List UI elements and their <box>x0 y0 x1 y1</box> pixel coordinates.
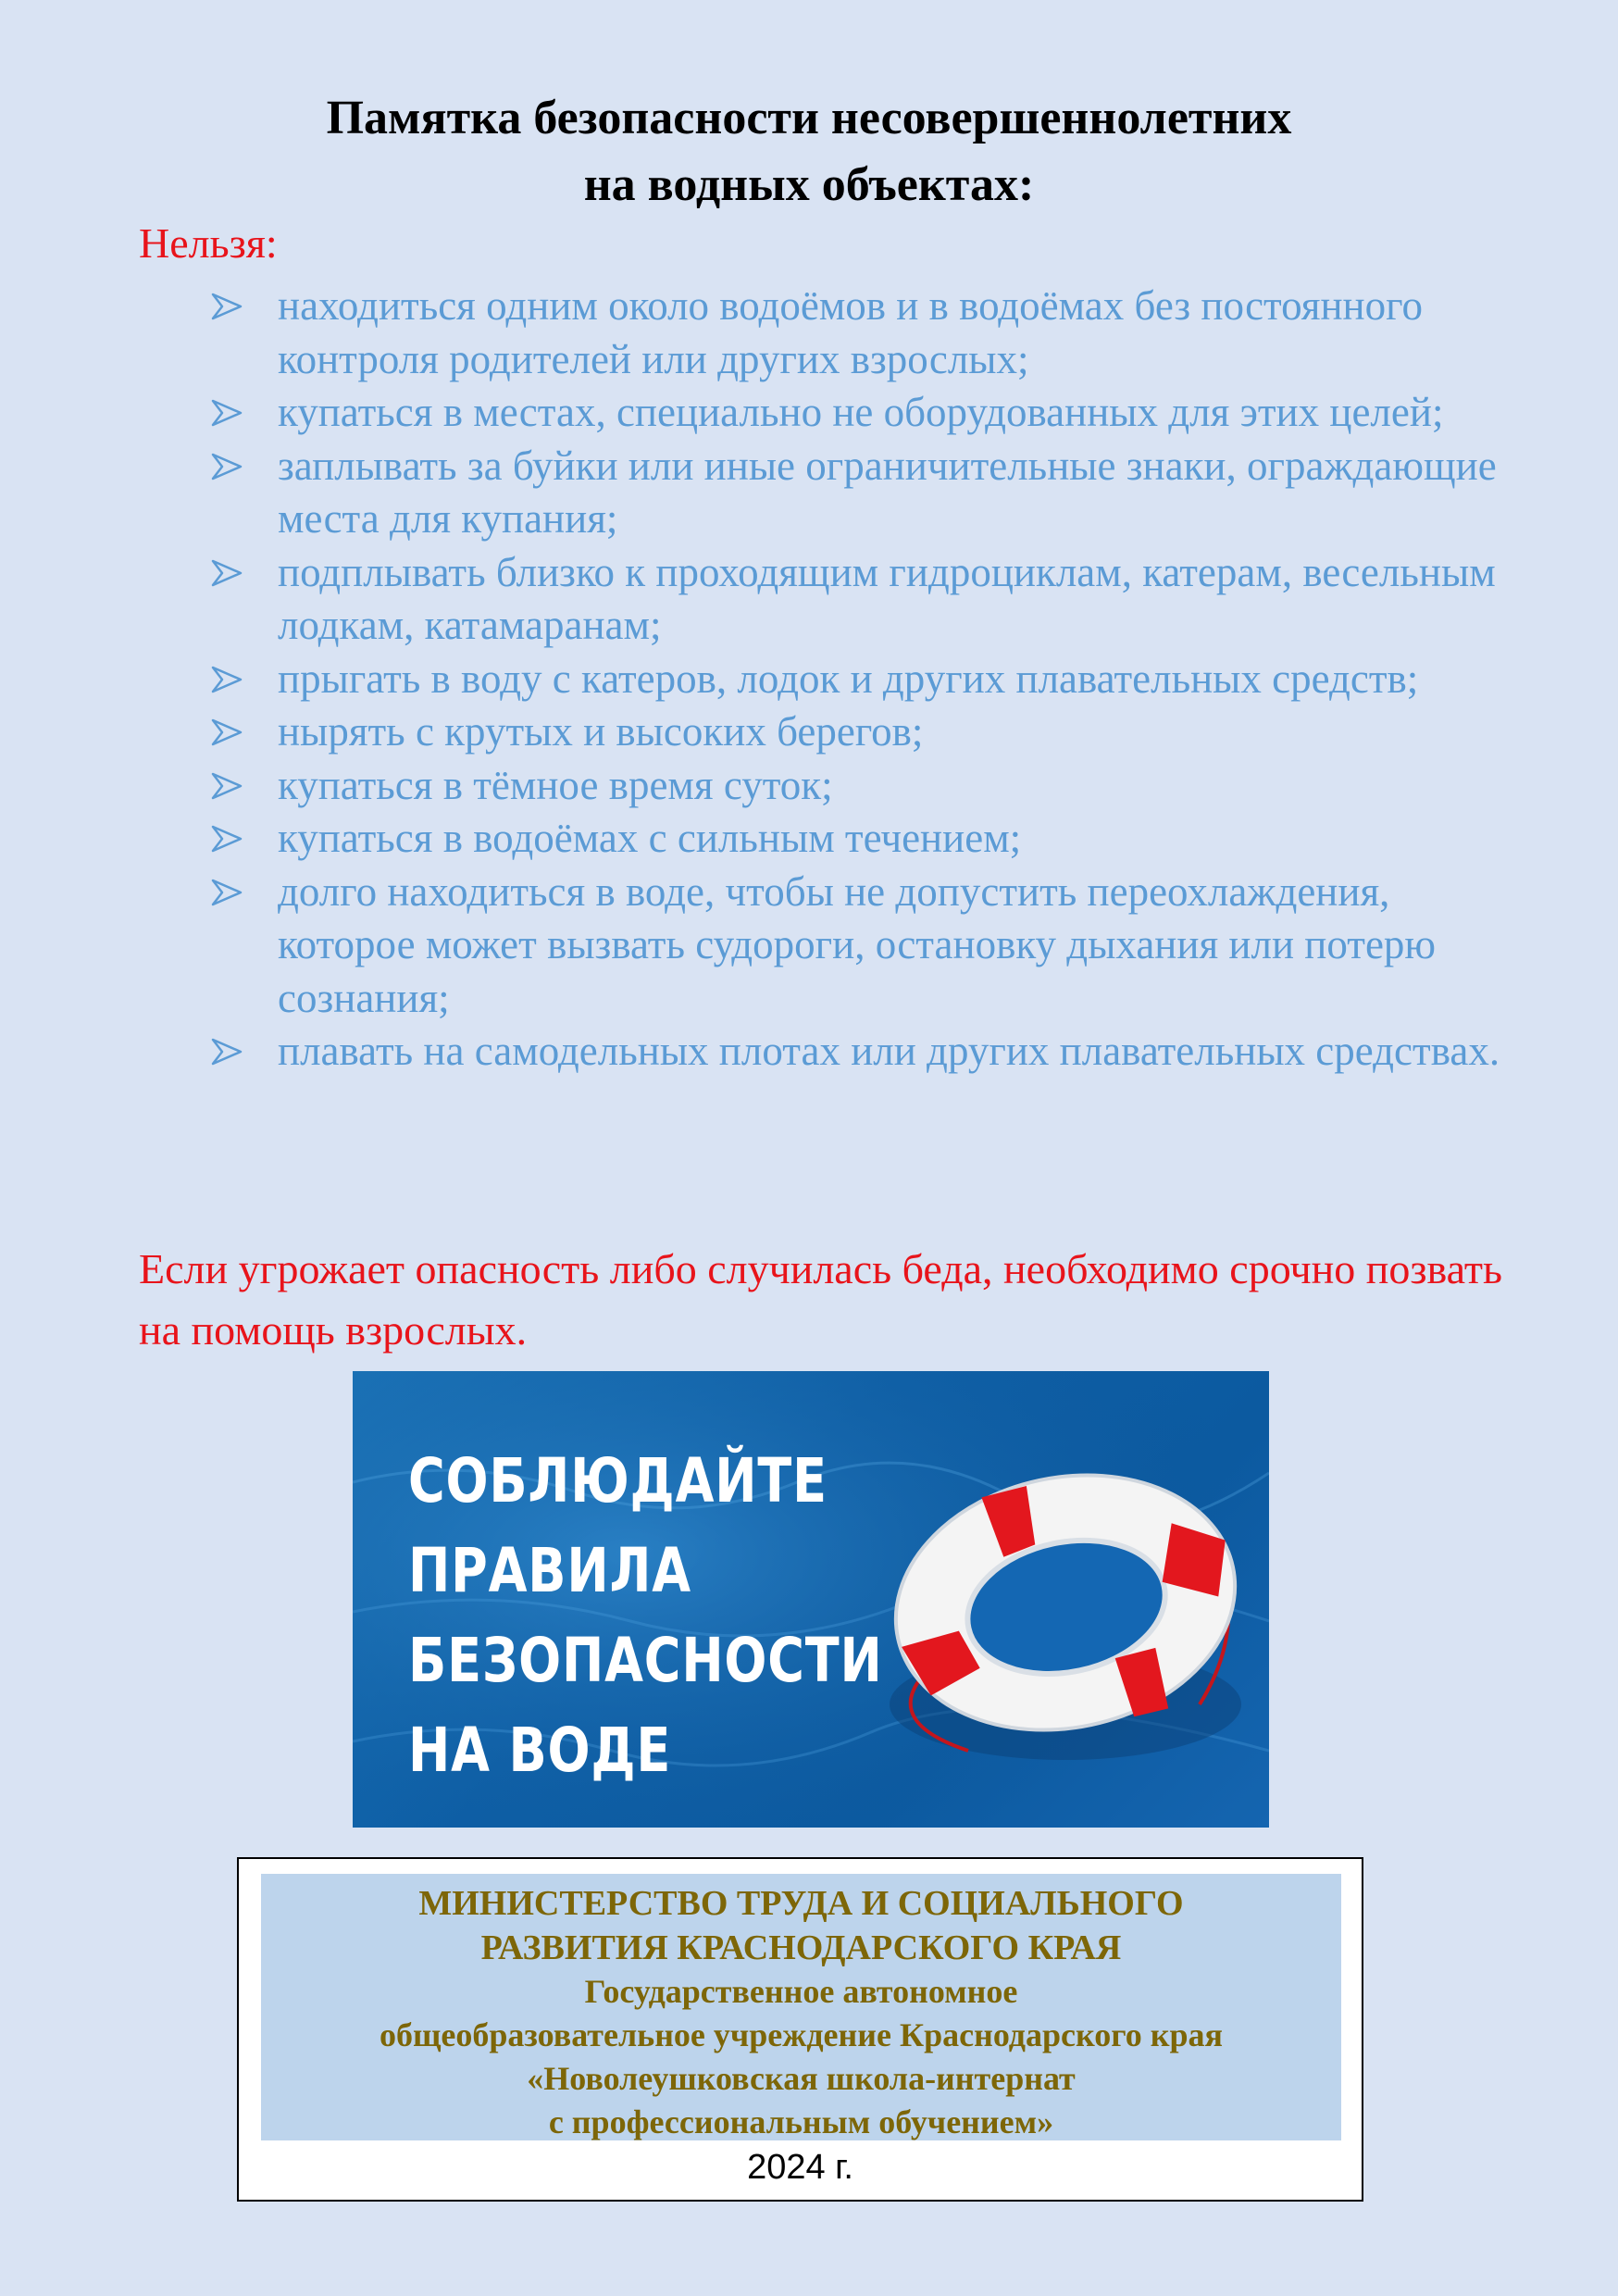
safety-banner <box>353 1371 1269 1828</box>
forbidden-label: Нельзя: <box>139 219 278 267</box>
list-item <box>211 653 1507 706</box>
arrow-bullet-icon <box>211 666 243 693</box>
rule-text: долго находиться в воде, чтобы не допустить переохлаждения, которое может вызвать судороги, остановку дыхания или потерю сознания; <box>278 867 1437 1021</box>
list-item <box>211 759 1507 813</box>
warning-text: Если угрожает опасность либо случилась беда, необходимо срочно позвать на помощь взрослых. <box>139 1245 1502 1354</box>
banner-line-4: НА ВОДЕ <box>408 1715 672 1786</box>
rule-text: плавать на самодельных плотах или других плавательных средствах. <box>278 1028 1500 1074</box>
rules-list <box>211 280 1507 1079</box>
footer-year: 2024 г. <box>747 2148 853 2187</box>
banner-line-1: СОБЛЮДАЙТЕ <box>408 1445 828 1516</box>
org-line-1: Государственное автономное <box>584 1973 1018 2010</box>
rule-text: купаться в тёмное время суток; <box>278 761 833 808</box>
footer-box <box>237 1857 1363 2202</box>
list-item <box>211 546 1507 653</box>
list-item <box>211 280 1507 386</box>
rule-text: прыгать в воду с катеров, лодок и других плавательных средств; <box>278 655 1419 702</box>
title-line-1: Памятка безопасности несовершеннолетних <box>326 92 1292 144</box>
ministry-line-1: МИНИСТЕРСТВО ТРУДА И СОЦИАЛЬНОГО <box>418 1884 1184 1923</box>
arrow-bullet-icon <box>211 825 243 853</box>
page-title <box>0 85 1618 218</box>
life-ring-icon <box>866 1445 1255 1797</box>
banner-line-2: ПРАВИЛА <box>408 1535 691 1606</box>
rule-text: купаться в местах, специально не оборудованных для этих целей; <box>278 389 1444 435</box>
arrow-bullet-icon <box>211 453 243 480</box>
arrow-bullet-icon <box>211 293 243 320</box>
organization-name <box>261 1970 1341 2144</box>
banner-line-3: БЕЗОПАСНОСТИ <box>408 1625 883 1696</box>
rule-text: купаться в водоёмах с сильным течением; <box>278 815 1022 861</box>
footer-panel <box>261 1874 1341 2140</box>
list-item <box>211 866 1507 1026</box>
arrow-bullet-icon <box>211 718 243 746</box>
arrow-bullet-icon <box>211 879 243 906</box>
ministry-line-2: РАЗВИТИЯ КРАСНОДАРСКОГО КРАЯ <box>480 1928 1122 1967</box>
org-line-2: общеобразовательное учреждение Краснодарского края <box>380 2016 1223 2053</box>
list-item <box>211 705 1507 759</box>
ministry-name <box>261 1874 1341 1970</box>
banner-text <box>408 1436 883 1795</box>
title-line-2: на водных объектах: <box>583 158 1035 211</box>
list-item <box>211 440 1507 546</box>
arrow-bullet-icon <box>211 559 243 587</box>
rule-text: подплывать близко к проходящим гидроциклам, катерам, весельным лодкам, катамаранам; <box>278 548 1496 648</box>
list-item <box>211 1025 1507 1079</box>
arrow-bullet-icon <box>211 1038 243 1066</box>
list-item <box>211 812 1507 866</box>
rule-text: нырять с крутых и высоких берегов; <box>278 708 924 755</box>
arrow-bullet-icon <box>211 399 243 427</box>
org-line-4: с профессиональным обучением» <box>548 2103 1054 2140</box>
list-item <box>211 386 1507 440</box>
org-line-3: «Новолеушковская школа-интернат <box>527 2060 1076 2097</box>
arrow-bullet-icon <box>211 772 243 800</box>
rule-text: заплывать за буйки или иные ограничительные знаки, ограждающие места для купания; <box>278 442 1497 542</box>
rule-text: находиться одним около водоёмов и в водоёмах без постоянного контроля родителей или других взрослых; <box>278 282 1423 382</box>
